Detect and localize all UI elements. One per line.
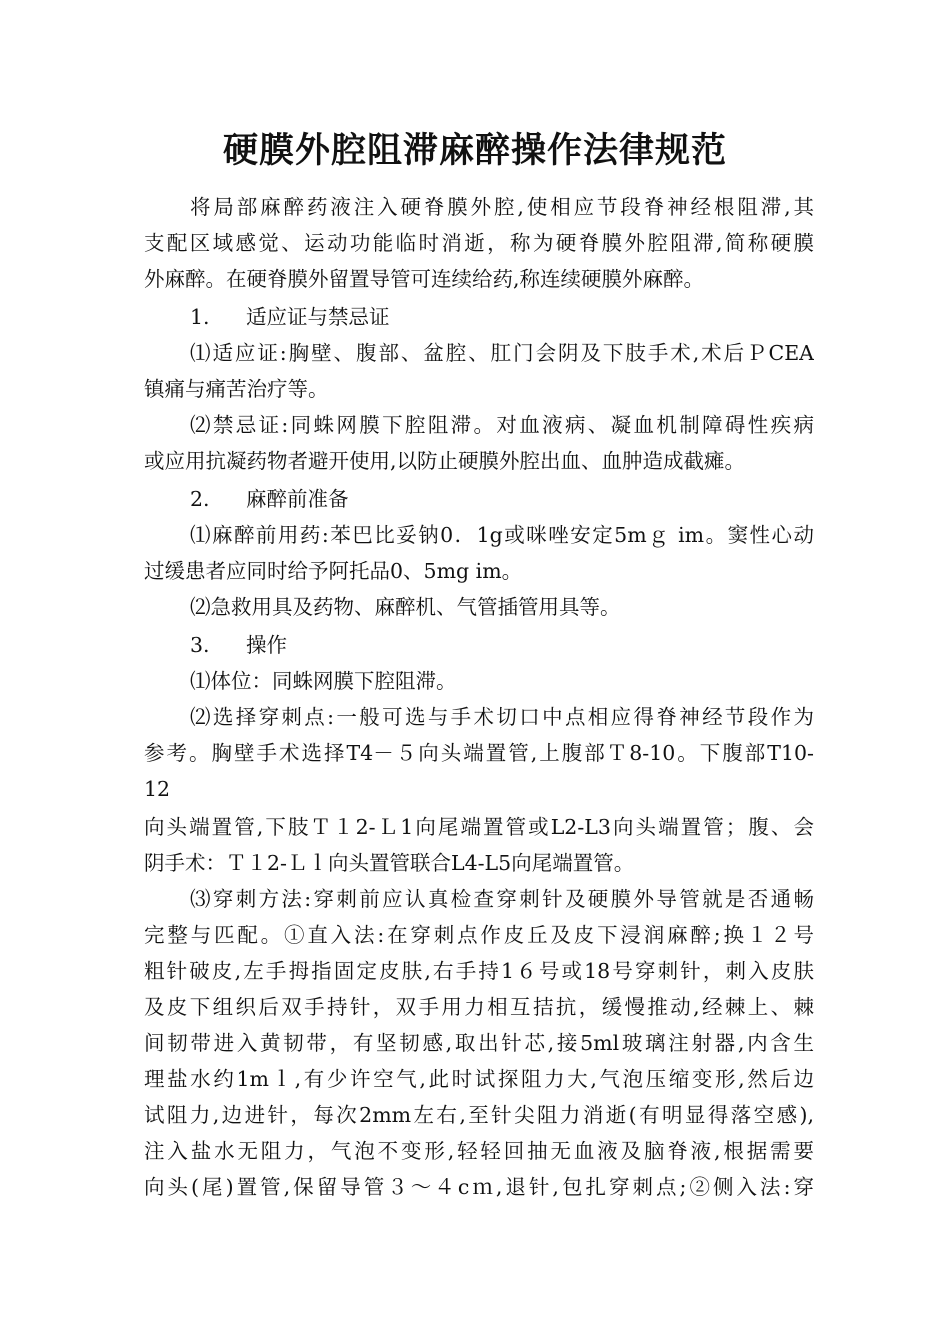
body-line: 过缓患者应同时给予阿托品0、5mg im。 xyxy=(144,559,523,583)
body-line: ⑴适应证:胸壁、腹部、盆腔、肛门会阴及下肢手术,术后ＰCEA xyxy=(190,341,814,365)
body-line: ⑴麻醉前用药:苯巴比妥钠0．1g或咪唑安定5mｇ im。窦性心动 xyxy=(190,523,814,547)
body-line: 阴手术：Ｔ１2-Ｌｌ向头置管联合L4-L5向尾端置管。 xyxy=(144,851,635,875)
section-heading xyxy=(190,630,287,660)
body-line: ⑴体位：同蛛网膜下腔阻滞。 xyxy=(190,669,457,693)
intro-line: 将局部麻醉药液注入硬脊膜外腔,使相应节段脊神经根阻滞,其 xyxy=(190,195,814,219)
intro-line: 外麻醉。在硬脊膜外留置导管可连续给药,称连续硬膜外麻醉。 xyxy=(144,267,705,291)
body-line: 理盐水约1mｌ,有少许空气,此时试探阻力大,气泡压缩变形,然后边 xyxy=(144,1067,814,1091)
section-heading xyxy=(190,484,349,514)
section-heading-text: 操作 xyxy=(246,633,287,657)
body-line: 注入盐水无阻力，气泡不变形,轻轻回抽无血液及脑脊液,根据需要 xyxy=(144,1139,814,1163)
body-line: 参考。胸壁手术选择T4－５向头端置管,上腹部Ｔ8-10。下腹部T10- xyxy=(144,741,814,765)
document-title: 硬膜外腔阻滞麻醉操作法律规范 xyxy=(222,130,727,171)
body-line: 试阻力,边进针，每次2mm左右,至针尖阻力消逝(有明显得落空感), xyxy=(144,1103,814,1127)
body-line: 完整与匹配。①直入法:在穿刺点作皮丘及皮下浸润麻醉;换１２号 xyxy=(144,923,814,947)
body-line: 12 xyxy=(144,777,171,801)
body-line: 镇痛与痛苦治疗等。 xyxy=(144,377,329,401)
section-heading-text: 适应证与禁忌证 xyxy=(246,305,390,329)
body-line: 向头端置管,下肢Ｔ１2-Ｌ1向尾端置管或L2-L3向头端置管；腹、会 xyxy=(144,815,814,839)
section-number: 3. xyxy=(190,633,210,657)
body-line: 粗针破皮,左手拇指固定皮肤,右手持1６号或18号穿刺针，刺入皮肤 xyxy=(144,959,814,983)
body-line: 向头(尾)置管,保留导管３～４cｍ,退针,包扎穿刺点;②侧入法:穿 xyxy=(144,1175,814,1199)
body-line: 间韧带进入黄韧带，有坚韧感,取出针芯,接5ml玻璃注射器,内含生 xyxy=(144,1031,814,1055)
body-line: ⑵禁忌证:同蛛网膜下腔阻滞。对血液病、凝血机制障碍性疾病 xyxy=(190,413,814,437)
section-number: 1. xyxy=(190,305,210,329)
body-line: ⑶穿刺方法:穿刺前应认真检查穿刺针及硬膜外导管就是否通畅 xyxy=(190,887,814,911)
body-line: ⑵急救用具及药物、麻醉机、气管插管用具等。 xyxy=(190,595,621,619)
section-heading xyxy=(190,302,390,332)
intro-line: 支配区域感觉、运动功能临时消逝，称为硬脊膜外腔阻滞,简称硬膜 xyxy=(144,231,814,255)
body-line: 及皮下组织后双手持针，双手用力相互拮抗，缓慢推动,经棘上、棘 xyxy=(144,995,814,1019)
body-line: 或应用抗凝药物者避开使用,以防止硬膜外腔出血、血肿造成截瘫。 xyxy=(144,449,746,473)
section-heading-text: 麻醉前准备 xyxy=(246,487,349,511)
section-number: 2. xyxy=(190,487,210,511)
body-line: ⑵选择穿刺点:一般可选与手术切口中点相应得脊神经节段作为 xyxy=(190,705,814,729)
